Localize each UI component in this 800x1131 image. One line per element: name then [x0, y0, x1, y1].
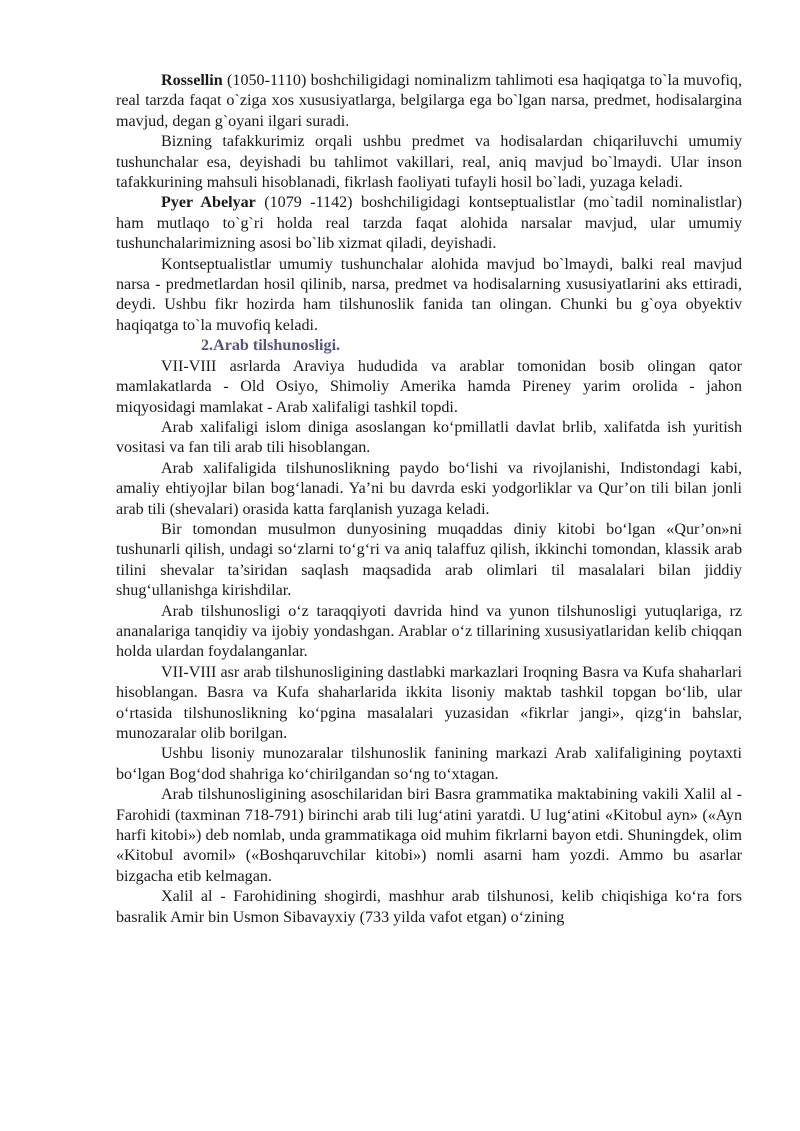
paragraph-quron: Bir tomondan musulmon dunyosining muqaddas diniy kitobi bo‘lgan «Qur’on»ni tushunarli qilish, undagi so‘zlarni to‘g‘ri va aniq talaffuz qilish, ikkinchi tomondan, klassik arab tilini shevalar ta’siridan saqlash maqsadida arab olimlari til masalalari bilan jiddiy shug‘ullanishga kirishdilar. [116, 520, 742, 600]
paragraph-xalil: Arab tilshunosligining asoschilaridan biri Basra grammatika maktabining vakili Xalil al - Farohidi (taxminan 718-791) birinchi arab tili lug‘atini yaratdi. U lug‘atini «Kitobul ayn» («Ayn harfi kitobi») deb nomlab, unda grammatikaga oid muhim fikrlarni bayon etdi. Shuningdek, olim «Kitobul avomil» («Boshqaruvchilar kitobi») nomli asarni ham yozdi. Ammo bu asarlar bizgacha etib kelmagan. [116, 786, 742, 885]
paragraph-sibavayxiy: Xalil al - Farohidining shogirdi, mashhur arab tilshunosi, kelib chiqishiga ko‘ra fors basralik Amir bin Usmon Sibavayxiy (733 yilda vafot etgan) o‘zining [116, 888, 742, 926]
paragraph-xalifalik: VII-VIII asrlarda Araviya hududida va arablar tomonidan bosib olingan qator mamlakatlarda - Old Osiyo, Shimoliy Amerika hamda Pireney yarim orolida - jahon miqyosidagi mamlakat - Arab xalifaligi tashkil topdi. [116, 357, 742, 416]
paragraph-paydo-bolishi: Arab xalifaligida tilshunoslikning paydo bo‘lishi va rivojlanishi, Ӏndistondagi kabi, amaliy ehtiyojlar bilan bog‘lanadi. Ya’ni bu davrda eski yodgorliklar va Qur’on tili bilan jonli arab tili (shevalari) orasida katta farqlanish yuzaga keladi. [116, 459, 742, 518]
paragraph-kontseptualistlar [116, 255, 742, 337]
paragraph-bogdod: Ushbu lisoniy munozaralar tilshunoslik fanining markazi Arab xalifaligining poytaxti bo‘lgan Bog‘dod shahriga ko‘chirilgandan so‘ng to‘xtagan. [116, 745, 742, 783]
name-abelyar: Pyer Abelyar [161, 194, 256, 212]
paragraph-text: Kontseptualistlar umumiy tushunchalar alohida mavjud bo`lmaydi, balki real mavjud narsa - predmetlardan hosil qilinib, narsa, predmet va hodisalarning xususiyatlarini aks ettiradi, deydi. Ushbu fikr hozirda ham tilshunoslik fanida tan olingan. Chunki bu g`oya obyektiv haqiqatga to`la muvofiq keladi. [116, 255, 742, 334]
section-heading: 2.Arab tilshunosligi. [201, 337, 341, 355]
paragraph-basra-kufa: VII-VIII asr arab tilshunosligining dastlabki markazlari Iroqning Basra va Kufa shaharlari hisoblangan. Basra va Kufa shaharlarida ikkita lisoniy maktab tashkil topgan bo‘lib, ular o‘rtasida tilshunoslikning ko‘pgina masalalari yuzasidan «fikrlar jangi», qizg‘in bahslar, munozaralar olib borilgan. [116, 663, 742, 742]
paragraph-rossellin [116, 71, 742, 132]
paragraph-text: (1079 -1142) boshchiligidagi kontseptualistlar (mo`tadil nominalistlar) ham mutlaqo to`g`ri holda real tarzda faqat alohida narsalar mavjud, ular umumiy tushunchalarimizning asosi bo`lib xizmat qiladi, deyishadi. [116, 194, 743, 253]
paragraph-islom: Arab xalifaligi islom diniga asoslangan ko‘pmillatli davlat brlib, xalifatda ish yuritish vositasi va fan tili arab tili hisoblangan. [116, 418, 742, 457]
paragraph-taraqqiyot: Arab tilshunosligi o‘z taraqqiyoti davrida hind va yunon tilshunosligi yutuqlariga, rz ananalariga tanqidiy va ijobiy yondashgan. Arablar o‘z tillarining xususiyatlaridan kelib chiqqan holda ulardan foydalanganlar. [116, 602, 742, 661]
name-rossellin: Rossellin [161, 72, 223, 89]
document-page [116, 71, 742, 928]
paragraph-abelyar [116, 193, 742, 254]
paragraph-tafakkur [116, 132, 742, 193]
paragraph-text: (1050-1110) boshchiligidagi nominalizm tahlimoti esa haqiqatga to`la muvofiq, real tarzda faqat o`ziga xos xususiyatlarga, belgilarga ega bo`lgan narsa, predmet, hodisalargina mavjud, degan g`oyani ilgari suradi. [116, 72, 742, 130]
paragraph-text: Bizning tafakkurimiz orqali ushbu predmet va hodisalardan chiqariluvchi umumiy tushunchalar esa, deyishadi bu tahlimot vakillari, real, aniq mavjud bo`lmaydi. Ular inson tafakkurining mahsuli hisoblanadi, fikrlash faoliyati tufayli hosil bo`ladi, yuzaga keladi. [116, 133, 742, 192]
